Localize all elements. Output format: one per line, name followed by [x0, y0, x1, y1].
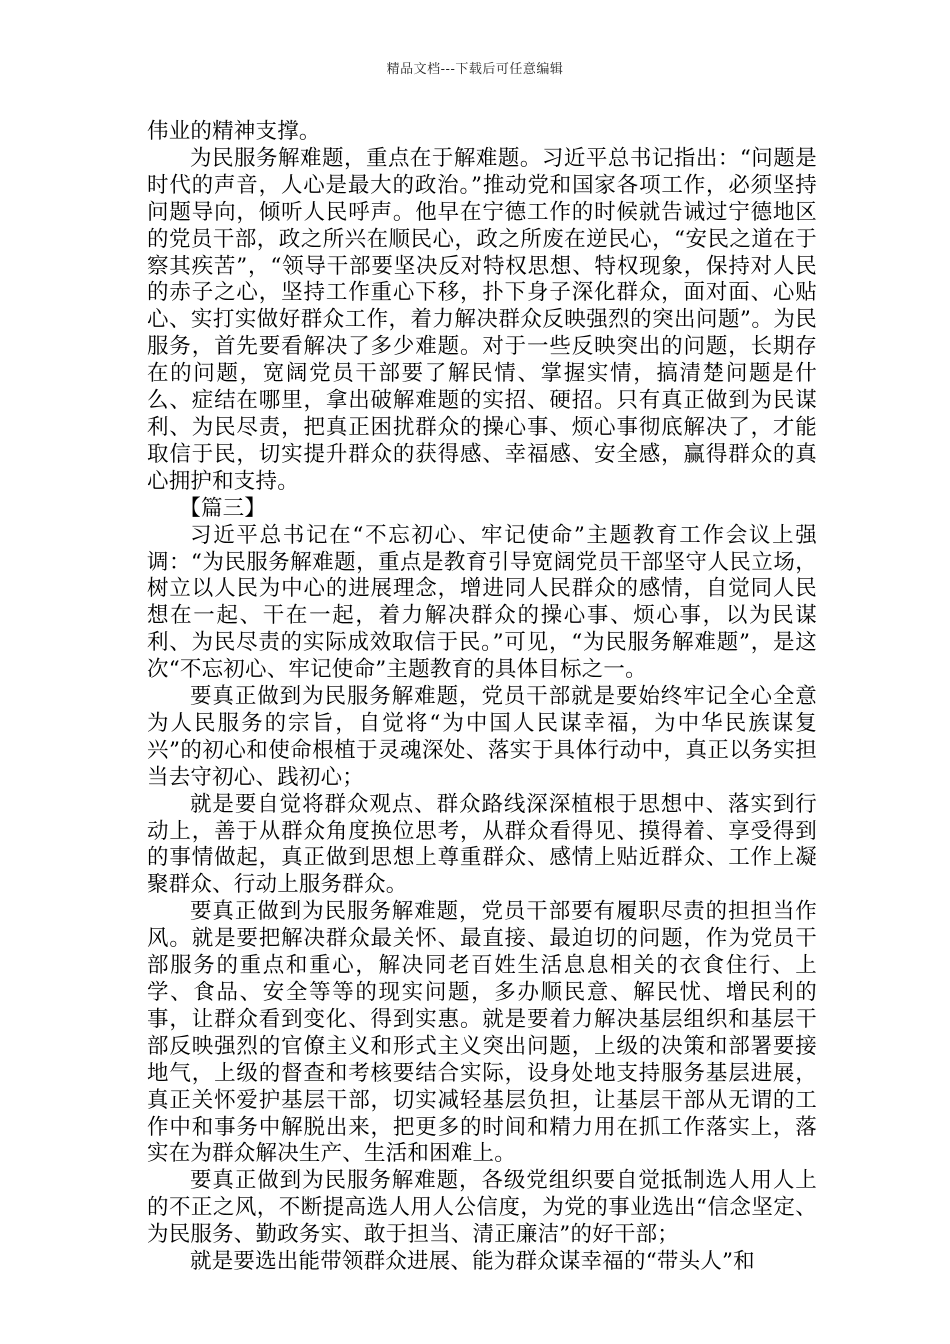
paragraph: 习近平总书记在“不忘初心、牢记使命”主题教育工作会议上强调：“为民服务解难题，重点是教育引导宽阔党员干部坚守人民立场，树立以人民为中心的进展理念，增进同人民群众的感情，自觉同人民想在一起、干在一起，着力解决群众的操心事、烦心事，以为民谋利、为民尽责的实际成效取信于民。”可见，“为民服务解难题”，是这次“不忘初心、牢记使命”主题教育的具体目标之一。 — [147, 522, 817, 683]
paragraph: 就是要自觉将群众观点、群众路线深深植根于思想中、落实到行动上，善于从群众角度换位思考，从群众看得见、摸得着、享受得到的事情做起，真正做到思想上尊重群众、感情上贴近群众、工作上凝聚群众、行动上服务群众。 — [147, 791, 817, 898]
paragraph: 为民服务解难题，重点在于解难题。习近平总书记指出：“问题是时代的声音，人心是最大的政治。”推动党和国家各项工作，必须坚持问题导向，倾听人民呼声。他早在宁德工作的时候就告诫过宁德地区的党员干部，政之所兴在顺民心，政之所废在逆民心，“安民之道在于察其疾苦”，“领导干部要坚决反对特权思想、特权现象，保持对人民的赤子之心，坚持工作重心下移，扑下身子深化群众，面对面、心贴心、实打实做好群众工作，着力解决群众反映强烈的突出问题”。为民服务，首先要看解决了多少难题。对于一些反映突出的问题，长期存在的问题，宽阔党员干部要了解民情、掌握实情，搞清楚问题是什么、症结在哪里，拿出破解难题的实招、硬招。只有真正做到为民谋利、为民尽责，把真正困扰群众的操心事、烦心事彻底解决了，才能取信于民，切实提升群众的获得感、幸福感、安全感，赢得群众的真心拥护和支持。 — [147, 145, 817, 494]
paragraph: 要真正做到为民服务解难题，党员干部要有履职尽责的担担当作风。就是要把解决群众最关怀、最直接、最迫切的问题，作为党员干部服务的重点和重心，解决同老百姓生活息息相关的衣食住行、上学、食品、安全等等的现实问题，多办顺民意、解民忧、增民利的事，让群众看到变化、得到实惠。就是要着力解决基层组织和基层干部反映强烈的官僚主义和形式主义突出问题，上级的决策和部署要接地气，上级的督查和考核要结合实际，设身处地支持服务基层进展，真正关怀爱护基层干部，切实减轻基层负担，让基层干部从无谓的工作中和事务中解脱出来，把更多的时间和精力用在抓工作落实上，落实在为群众解决生产、生活和困难上。 — [147, 899, 817, 1167]
paragraph: 就是要选出能带领群众进展、能为群众谋幸福的“带头人”和 — [190, 1249, 755, 1275]
document-body — [147, 119, 817, 1276]
section-heading: 【篇三】 — [179, 495, 267, 521]
paragraph: 要真正做到为民服务解难题，各级党组织要自觉抵制选人用人上的不正之风，不断提高选人用人公信度，为党的事业选出“信念坚定、为民服务、勤政务实、敢于担当、清正廉洁”的好干部； — [147, 1168, 817, 1248]
page-header: 精品文档---下载后可任意编辑 — [386, 62, 564, 77]
paragraph: 要真正做到为民服务解难题，党员干部就是要始终牢记全心全意为人民服务的宗旨，自觉将“为中国人民谋幸福，为中华民族谋复兴”的初心和使命根植于灵魂深处、落实于具体行动中，真正以务实担当去守初心、践初心； — [147, 684, 817, 790]
paragraph: 伟业的精神支撑。 — [147, 119, 321, 144]
